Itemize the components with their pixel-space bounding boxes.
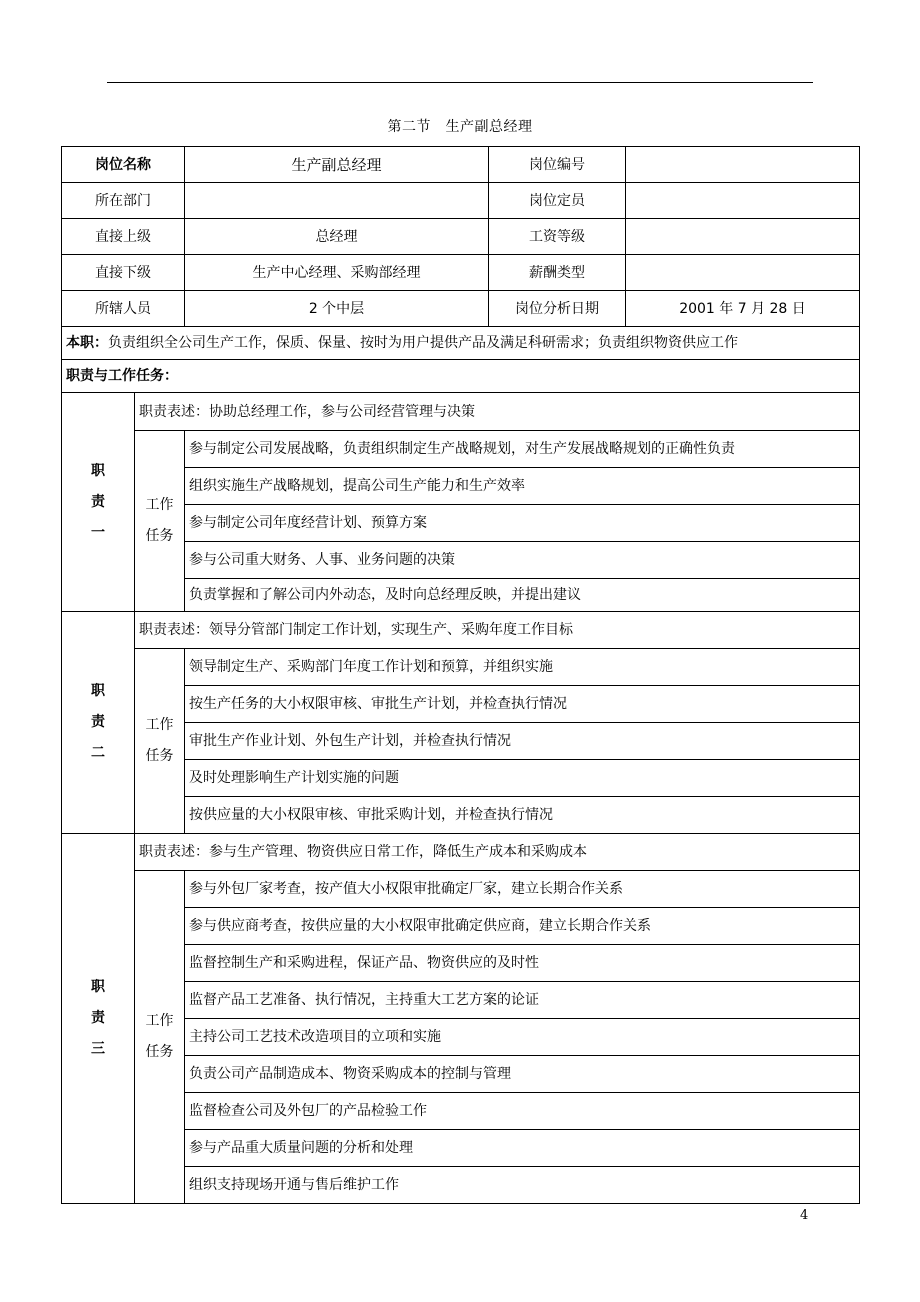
info-row xyxy=(62,255,860,291)
task-label xyxy=(135,871,185,1204)
duty-name xyxy=(62,834,135,1204)
task-label-line: 工作 xyxy=(145,497,174,513)
duties-header: 职责与工作任务： xyxy=(62,360,860,393)
info-row xyxy=(62,219,860,255)
task-label xyxy=(135,431,185,612)
info-label: 所辖人员 xyxy=(62,291,185,327)
info-label2: 岗位定员 xyxy=(489,183,626,219)
main-duty-row xyxy=(62,327,860,360)
task-item: 组织实施生产战略规划，提高公司生产能力和生产效率 xyxy=(185,468,860,505)
info-value2 xyxy=(626,255,860,291)
info-value: 生产副总经理 xyxy=(185,147,489,183)
duty-name-char: 责 xyxy=(91,714,105,730)
duty-statement-row xyxy=(62,834,860,871)
duty-name-char: 职 xyxy=(91,462,105,479)
duty-statement: 职责表述：领导分管部门制定工作计划，实现生产、采购年度工作目标 xyxy=(135,612,860,649)
task-label xyxy=(135,649,185,834)
info-value xyxy=(185,183,489,219)
task-item: 审批生产作业计划、外包生产计划，并检查执行情况 xyxy=(185,723,860,760)
page-number: 4 xyxy=(800,1208,809,1223)
duty-statement-row xyxy=(62,612,860,649)
task-item: 监督产品工艺准备、执行情况，主持重大工艺方案的论证 xyxy=(185,982,860,1019)
info-label2: 工资等级 xyxy=(489,219,626,255)
main-duty-text: 负责组织全公司生产工作，保质、保量、按时为用户提供产品及满足科研需求；负责组织物资供应工作 xyxy=(108,335,738,351)
info-row xyxy=(62,291,860,327)
task-item: 领导制定生产、采购部门年度工作计划和预算，并组织实施 xyxy=(185,649,860,686)
duty-name-char: 责 xyxy=(91,493,105,510)
info-value: 总经理 xyxy=(185,219,489,255)
info-value: 2 个中层 xyxy=(185,291,489,327)
task-label-line: 任务 xyxy=(145,528,174,544)
info-value2: 2001 年 7 月 28 日 xyxy=(626,291,860,327)
task-item: 参与产品重大质量问题的分析和处理 xyxy=(185,1130,860,1167)
task-item: 负责掌握和了解公司内外动态，及时向总经理反映，并提出建议 xyxy=(185,579,860,612)
info-label: 直接下级 xyxy=(62,255,185,291)
info-row xyxy=(62,147,860,183)
job-description-table xyxy=(61,146,860,1204)
info-value2 xyxy=(626,147,860,183)
task-row xyxy=(62,431,860,468)
info-label: 所在部门 xyxy=(62,183,185,219)
section-title: 第二节 生产副总经理 xyxy=(387,119,533,135)
duty-statement: 职责表述：参与生产管理、物资供应日常工作，降低生产成本和采购成本 xyxy=(135,834,860,871)
duty-name-char: 三 xyxy=(91,1041,105,1057)
info-label: 岗位名称 xyxy=(62,147,185,183)
header-rule xyxy=(107,82,813,83)
info-label: 直接上级 xyxy=(62,219,185,255)
task-row xyxy=(62,649,860,686)
main-duty-label: 本职： xyxy=(66,335,108,351)
task-item: 按生产任务的大小权限审核、审批生产计划，并检查执行情况 xyxy=(185,686,860,723)
task-item: 监督检查公司及外包厂的产品检验工作 xyxy=(185,1093,860,1130)
info-label2: 岗位分析日期 xyxy=(489,291,626,327)
info-value: 生产中心经理、采购部经理 xyxy=(185,255,489,291)
task-item: 监督控制生产和采购进程，保证产品、物资供应的及时性 xyxy=(185,945,860,982)
task-item: 参与外包厂家考查，按产值大小权限审批确定厂家，建立长期合作关系 xyxy=(185,871,860,908)
info-label2: 岗位编号 xyxy=(489,147,626,183)
main-duty-cell xyxy=(62,327,860,360)
duty-name-char: 职 xyxy=(91,979,105,995)
duty-name-char: 责 xyxy=(91,1010,105,1026)
task-item: 组织支持现场开通与售后维护工作 xyxy=(185,1167,860,1204)
info-label2: 薪酬类型 xyxy=(489,255,626,291)
task-row xyxy=(62,871,860,908)
task-label-line: 任务 xyxy=(145,748,174,764)
task-item: 及时处理影响生产计划实施的问题 xyxy=(185,760,860,797)
duties-header-row xyxy=(62,360,860,393)
task-label-line: 任务 xyxy=(145,1044,174,1060)
info-row xyxy=(62,183,860,219)
duty-statement: 职责表述：协助总经理工作，参与公司经营管理与决策 xyxy=(135,393,860,431)
task-item: 参与公司重大财务、人事、业务问题的决策 xyxy=(185,542,860,579)
duty-name-char: 二 xyxy=(91,745,105,761)
task-label-line: 工作 xyxy=(145,717,174,733)
info-value2 xyxy=(626,183,860,219)
task-item: 按供应量的大小权限审核、审批采购计划，并检查执行情况 xyxy=(185,797,860,834)
duty-statement-row xyxy=(62,393,860,431)
task-item: 参与供应商考查，按供应量的大小权限审批确定供应商，建立长期合作关系 xyxy=(185,908,860,945)
task-item: 负责公司产品制造成本、物资采购成本的控制与管理 xyxy=(185,1056,860,1093)
task-label-line: 工作 xyxy=(145,1013,174,1029)
info-value2 xyxy=(626,219,860,255)
duty-name-char: 职 xyxy=(91,683,105,699)
task-item: 主持公司工艺技术改造项目的立项和实施 xyxy=(185,1019,860,1056)
task-item: 参与制定公司发展战略，负责组织制定生产战略规划，对生产发展战略规划的正确性负责 xyxy=(185,431,860,468)
duty-name-char: 一 xyxy=(91,524,105,541)
duty-name xyxy=(62,612,135,834)
task-item: 参与制定公司年度经营计划、预算方案 xyxy=(185,505,860,542)
duty-name xyxy=(62,393,135,612)
